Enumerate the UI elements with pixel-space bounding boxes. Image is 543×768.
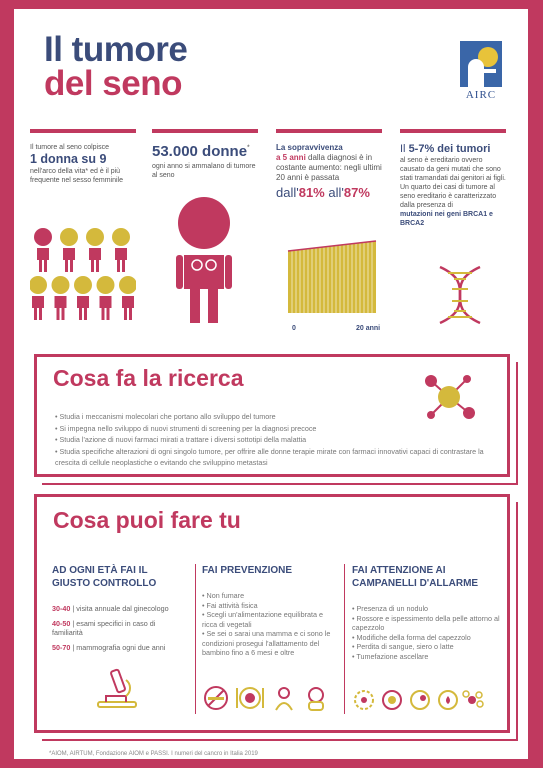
title-line-1: Il tumore [44, 30, 188, 69]
warning-signs-column [352, 564, 502, 661]
source-footnote: *AIOM, AIRTUM, Fondazione AIOM e PASSI. I numeri del cancro in Italia 2019 [49, 751, 258, 757]
redness-icon [383, 691, 401, 709]
column-divider [344, 564, 345, 714]
research-item: • Studia l'azione di nuovi farmaci mirati a trattare i diversi sottotipi della malattia [55, 434, 485, 446]
warning-item: • Rossore e ispessimento della pelle attorno al capezzolo [352, 614, 502, 633]
woman-icon [74, 276, 92, 320]
stat-divider [276, 129, 382, 133]
prevention-column [202, 564, 338, 658]
infographic-page [14, 9, 528, 759]
woman-icon [60, 228, 78, 272]
axis-start-label: 0 [292, 325, 296, 332]
breastfeeding-icon [276, 688, 292, 710]
stat-3-lead: La sopravvivenza [276, 143, 343, 152]
warning-item: • Presenza di un nodulo [352, 604, 502, 614]
airc-logo [460, 41, 502, 103]
stat-3-from-word: dall' [276, 185, 299, 200]
stat-4-pre: Il [400, 143, 406, 155]
stat-1-big: 1 donna su 9 [30, 152, 107, 166]
woman-icon [112, 228, 130, 272]
checkup-column [52, 564, 188, 652]
actions-title: Cosa puoi fare tu [53, 507, 241, 533]
stat-1-post: nell'arco della vita* ed è il più frequente nel sesso femminile [30, 168, 123, 184]
swelling-icon [463, 691, 483, 707]
prevention-item: • Non fumare [202, 591, 338, 601]
checkup-age: 40-50 [52, 619, 71, 628]
stat-3-to-val: 87% [343, 185, 370, 200]
lump-icon [355, 691, 373, 709]
woman-figure-icon [152, 193, 258, 323]
food-plate-icon [237, 688, 263, 708]
title-line-2: del seno [44, 64, 182, 103]
stat-3-to-word: all' [328, 185, 344, 200]
stat-4-text: al seno è ereditario ovvero causato da geni mutati che sono stati tramandati dai genitori ai figli. Un quarto dei casi di tumore al seno ereditario è caratterizzato dalla presenza di [400, 157, 506, 209]
prevention-item: • Scegli un'alimentazione equilibrata e ricca di vegetali [202, 610, 338, 629]
research-title: Cosa fa la ricerca [53, 365, 244, 391]
stat-divider [400, 129, 506, 133]
stat-2-post: ogni anno si ammalano di tumore al seno [152, 163, 256, 179]
research-item: • Studia i meccanismi molecolari che portano allo sviluppo del tumore [55, 411, 485, 423]
survival-trend-graphic [276, 239, 382, 319]
stat-3-bold: a 5 anni [276, 153, 306, 162]
airc-logo-label: AIRC [465, 89, 497, 101]
woman-icon [30, 276, 47, 320]
woman-icon [97, 276, 115, 320]
microscope-icon [92, 666, 142, 710]
woman-icon [86, 228, 104, 272]
stat-4-bold: mutazioni nei geni BRCA1 e BRCA2 [400, 211, 493, 227]
stat-2-big: 53.000 donne [152, 143, 248, 160]
woman-icon [52, 276, 70, 320]
prevention-item: • Fai attività fisica [202, 601, 338, 611]
checkup-age: 50-70 [52, 643, 71, 652]
stat-divider [152, 129, 258, 133]
no-smoking-icon [205, 687, 227, 709]
checkup-text: mammografia ogni due anni [76, 643, 166, 652]
axis-end-label: 20 anni [356, 325, 381, 332]
checkup-heading: AD OGNI ETÀ FAI IL GIUSTO CONTROLLO [52, 565, 157, 589]
women-pictogram [30, 227, 136, 337]
stat-survival [276, 129, 382, 337]
stat-1-pre: Il tumore al seno colpisce [30, 144, 109, 151]
prevention-heading: FAI PREVENZIONE [202, 565, 293, 576]
column-divider [195, 564, 196, 714]
checkup-row: 50-70 | mammografia ogni due anni [52, 643, 166, 652]
stat-2-sup: * [247, 144, 250, 152]
stat-hereditary [400, 129, 506, 337]
prevention-list [202, 591, 338, 658]
stat-divider [30, 129, 136, 133]
page-title [44, 30, 188, 103]
warning-list [352, 604, 502, 661]
research-section [34, 354, 510, 477]
checkup-row: 30-40 | visita annuale dal ginecologo [52, 604, 169, 613]
discharge-icon [439, 691, 457, 709]
prevention-item: • Se sei o sarai una mamma e ci sono le condizioni prosegui l'allattamento del bambino fino a 6 mesi e oltre [202, 629, 338, 658]
prevention-icons [202, 684, 338, 712]
checkup-text: visita annuale dal ginecologo [76, 604, 169, 613]
warning-item: • Modifiche della forma del capezzolo [352, 633, 502, 643]
checkup-text: esami specifici in caso di familiarità [52, 619, 156, 637]
dna-helix-icon [430, 265, 490, 325]
stat-new-cases [152, 129, 258, 337]
shape-change-icon [411, 691, 429, 709]
stat-4-big: 5-7% dei tumori [408, 143, 491, 155]
checkup-list [52, 604, 188, 652]
warning-icons [352, 688, 502, 712]
stat-3-from-val: 81% [298, 185, 325, 200]
research-list [55, 411, 485, 469]
woman-icon [34, 228, 52, 272]
stat-3-mid: dalla diagnosi è in costante aumento: negli ultimi 20 anni è passata [276, 153, 382, 182]
woman-icon [119, 276, 136, 320]
baby-icon [309, 688, 323, 710]
warning-heading: FAI ATTENZIONE AI CAMPANELLI D'ALLARME [352, 565, 479, 589]
warning-item: • Tumefazione ascellare [352, 652, 502, 662]
checkup-row: 40-50 | esami specifici in caso di familiarità [52, 619, 156, 637]
stat-one-in-nine [30, 129, 136, 337]
research-item: • Si impegna nello sviluppo di nuovi strumenti di screening per la diagnosi precoce [55, 423, 485, 435]
checkup-age: 30-40 [52, 604, 71, 613]
warning-item: • Perdita di sangue, siero o latte [352, 642, 502, 652]
research-item: • Studia specifiche alterazioni di ogni singolo tumore, per offrire alle donne terapie mirate con farmaci innovativi capaci di contrastare la crescita di cellule neoplastiche o evitando che sviluppino metastasi [55, 446, 485, 469]
airc-logo-mark [460, 41, 502, 87]
